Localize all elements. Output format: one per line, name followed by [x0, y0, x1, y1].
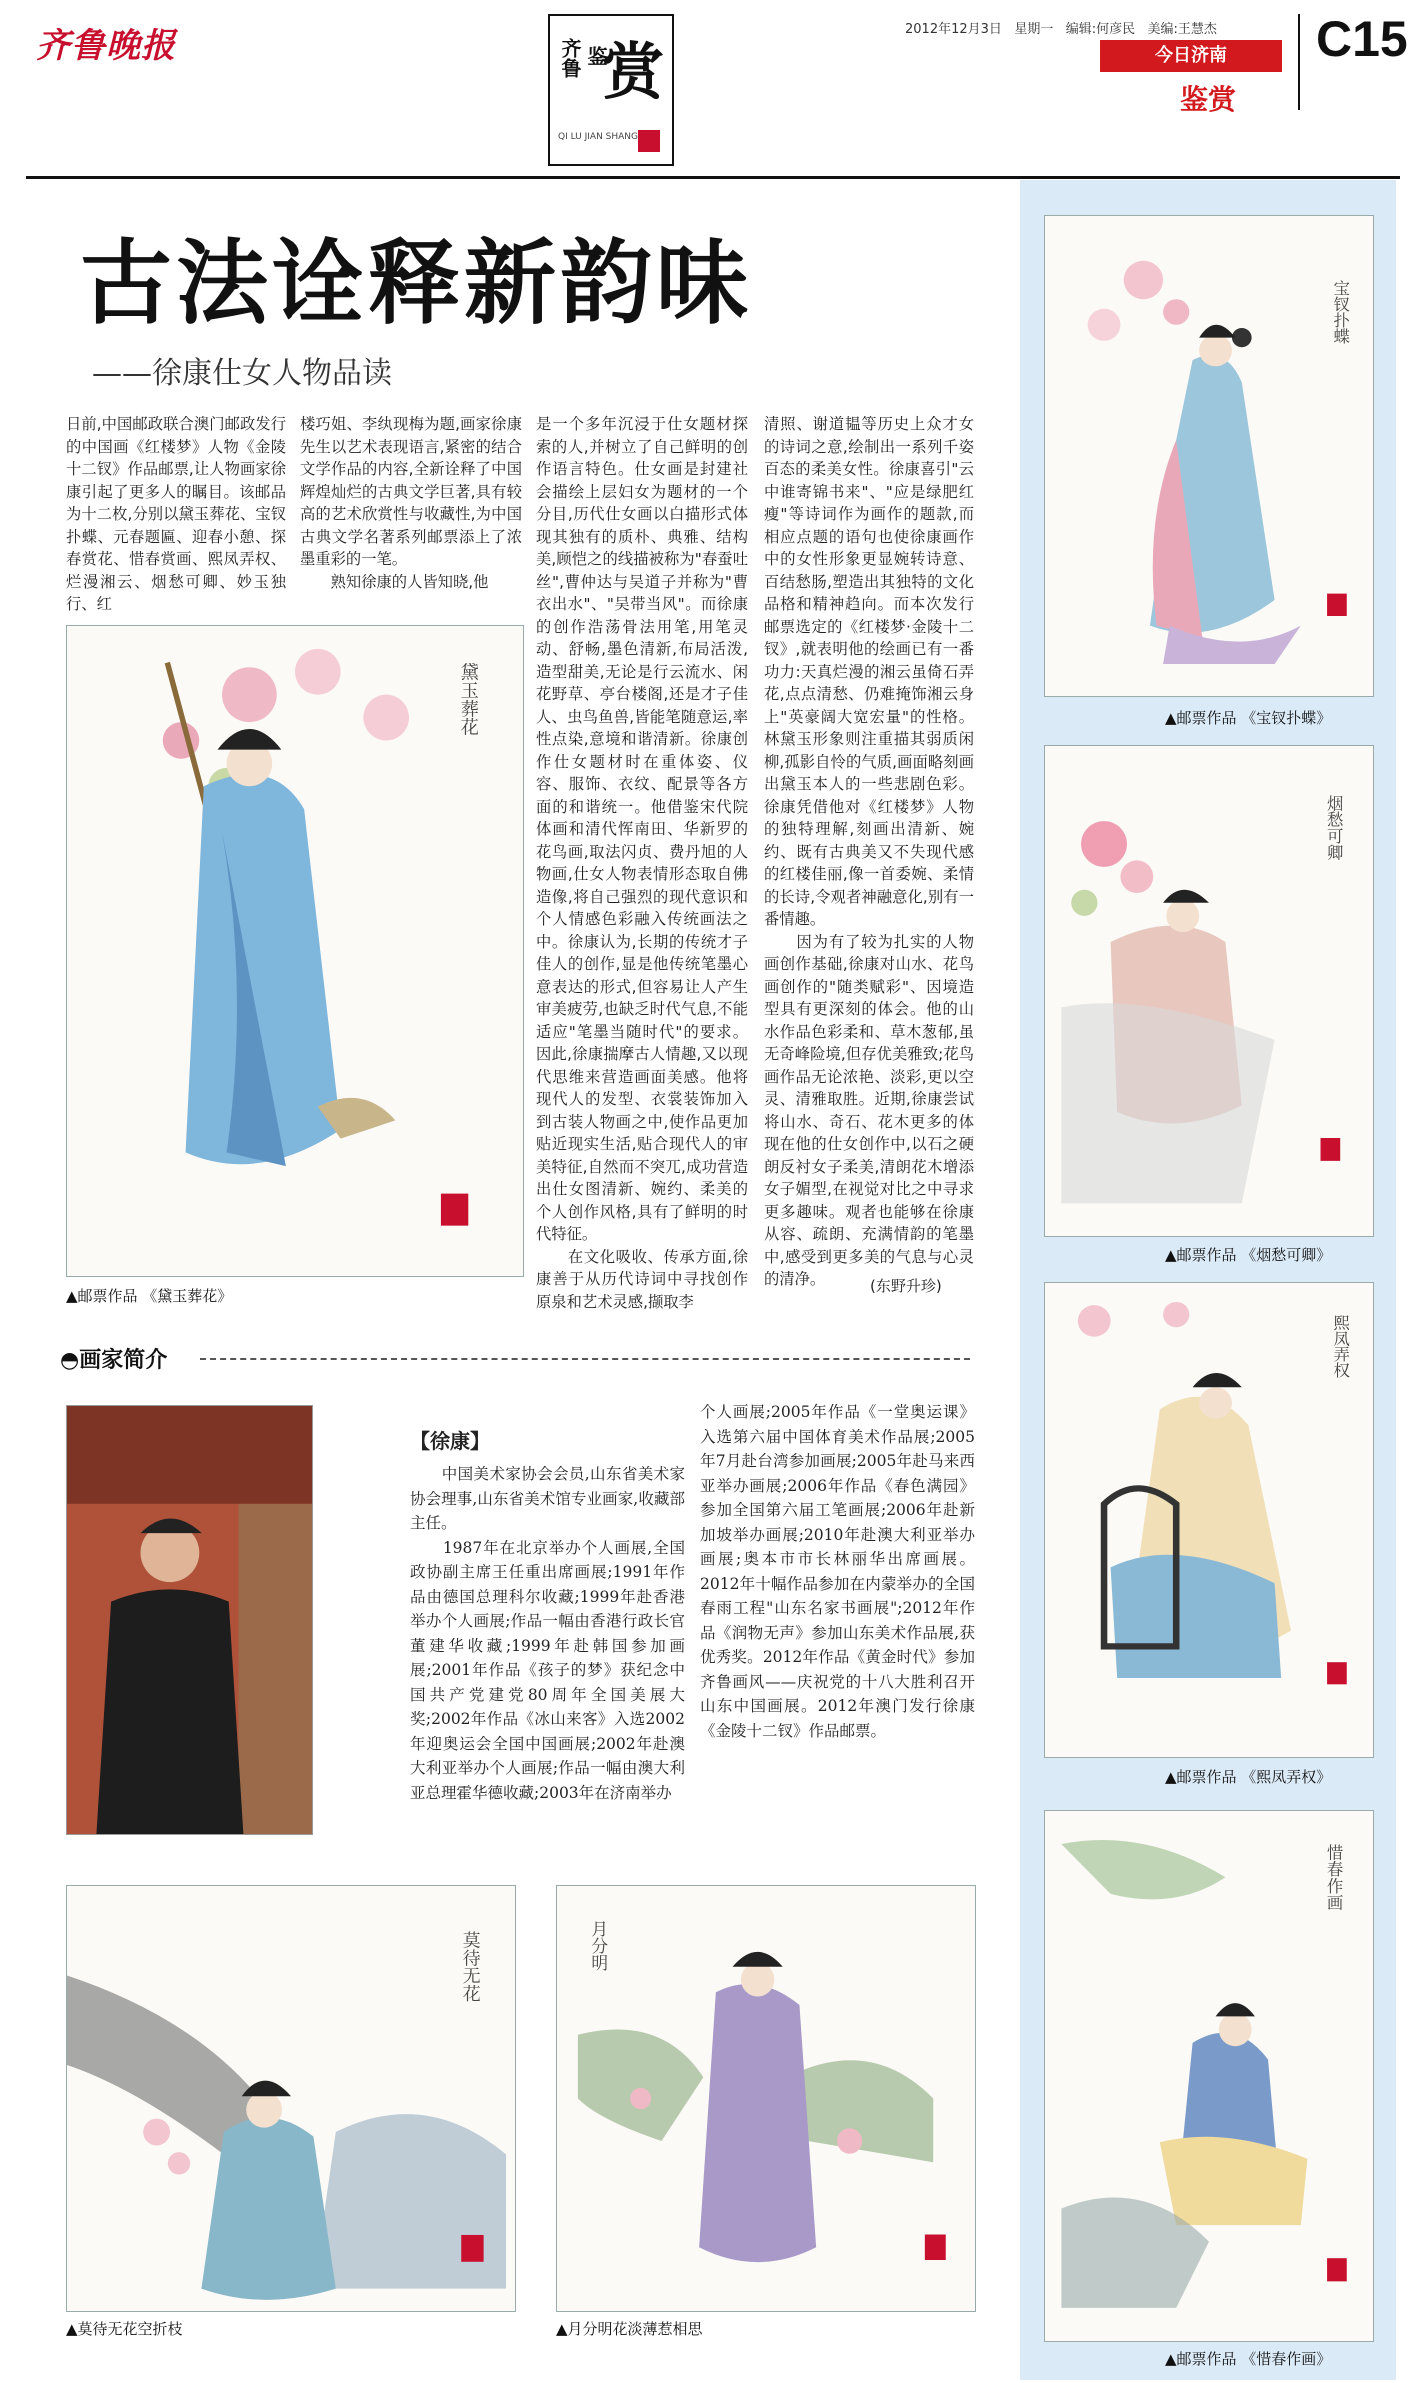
painting-image — [1045, 1283, 1373, 1757]
painting-yuefen — [556, 1885, 976, 2312]
caption-wuhua: ▲莫待无花空折枝 — [66, 2320, 183, 2338]
artist-bio-2: 个人画展;2005年作品《一堂奥运课》入选第六届中国体育美术作品展;2005年7月赴台湾参加画展;2005年赴马来西亚举办画展;2006年作品《春色满园》参加全国第六届工笔画展;2006年赴新加坡举办画展;2010年赴澳大利亚举办画展;奥本市市长林丽华出席画展。2012年十幅作品参加在内蒙举办的全国春雨工程"山东名家书画展";2012年作品《润物无声》参加山东美术作品展,获优秀奖。2012年作品《黄金时代》参加齐鲁画风——庆祝党的十八大胜利召开山东中国画展。2012年澳门发行徐康《金陵十二钗》作品邮票。 — [700, 1403, 975, 1740]
section-name: 鉴赏 — [1180, 83, 1237, 116]
painting-image — [1045, 746, 1373, 1236]
subheadline: ——徐康仕女人物品读 — [92, 356, 392, 391]
article-col-1: 日前,中国邮政联合澳门邮政发行的中国画《红楼梦》人物《金陵十二钗》作品邮票,让人物画家徐康引起了更多人的瞩目。该邮品为十二枚,分别以黛玉葬花、宝钗扑蝶、元春题匾、迎春小憩、探春赏花、惜春赏画、熙凤弄权、烂漫湘云、烟愁可卿、妙玉独行、红 — [66, 415, 286, 613]
caption-yuefen: ▲月分明花淡薄惹相思 — [556, 2320, 703, 2338]
painting-wuhua — [66, 1885, 516, 2312]
painting-image — [1045, 216, 1373, 696]
stamp-col-2: 鉴 — [584, 46, 608, 66]
painting-image — [1045, 1811, 1373, 2341]
artist-name: 【徐康】 — [410, 1429, 490, 1453]
seal-icon — [638, 130, 660, 152]
svg-text:宝钗扑蝶: 宝钗扑蝶 — [1330, 280, 1350, 345]
stamp-big-char: 赏 — [601, 35, 664, 108]
header-divider — [1298, 14, 1300, 110]
headline: 古法诠释新韵味 — [80, 229, 753, 337]
painting-image — [67, 626, 523, 1276]
svg-text:黛玉葬花: 黛玉葬花 — [457, 662, 479, 736]
caption-keqing: ▲邮票作品 《烟愁可卿》 — [1165, 1246, 1332, 1264]
artist-bio-1: 中国美术家协会会员,山东省美术家协会理事,山东省美术馆专业画家,收藏部主任。 1987年在北京举办个人画展,全国政协副主席王任重出席画展;1991年作品由德国总理科尔收藏;1999年赴香港举办个人画展;作品一幅由香港行政长官董建华收藏;1999年赴韩国参加画展;2001年作品《孩子的梦》获纪念中国共产党建党80周年全国美展大奖;2002年作品《冰山来客》入选2002年迎奥运会全国中国画展;2002年赴澳大利亚举办个人画展;作品一幅由澳大利亚总理霍华德收藏;2003年在济南举办 — [410, 1465, 685, 1802]
artist-photo — [66, 1405, 313, 1835]
intro-title-text: 画家简介 — [79, 1348, 168, 1373]
svg-text:惜春作画: 惜春作画 — [1324, 1844, 1344, 1911]
article-col-3: 是一个多年沉浸于仕女题材探索的人,并树立了自己鲜明的创作语言特色。仕女画是封建社会描绘上层妇女为题材的一个分目,历代仕女画以白描形式体现其独有的质朴、典雅、结构美,顾恺之的线描被称为"春蚕吐丝",曹仲达与吴道子并称为"曹衣出水"、"吴带当风"。而徐康的创作浩荡骨法用笔,用笔灵动、舒畅,墨色清新,布局活泼,造型甜美,无论是行云流水、闲花野草、亭台楼阁,还是才子佳人、虫鸟鱼兽,皆能笔随意运,率性点染,意境和谐清新。徐康创作仕女题材时在重体姿、仪容、服饰、衣纹、配景等各方面的和谐统一。他借鉴宋代院体画和清代恽南田、华新罗的花鸟画,取法闪贞、费丹旭的人物画,仕女人物表情形态取自佛造像,将自己强烈的现代意识和个人情感色彩融入传统画法之中。徐康认为,长期的传统才子佳人的创作,显是他传统笔墨心意表达的形式,但容易让人产生审美疲劳,也缺乏时代气息,不能适应"笔墨当随时代"的要求。因此,徐康揣摩古人情趣,又以现代思维来营造画面美感。他将现代人的发型、衣裳装饰加入到古装人物画之中,使作品更加贴近现实生活,贴合现代人的审美特征,自然而不突兀,成功营造出仕女图清新、婉约、柔美的个人创作风格,具有了鲜明的时代特征。 在文化吸收、传承方面,徐康善于从历代诗词中寻找创作原泉和艺术灵感,撷取李 — [536, 415, 748, 1311]
painting-image — [557, 1886, 975, 2311]
column-stamp-logo — [548, 14, 674, 166]
painting-keqing — [1044, 745, 1374, 1237]
article-col-2: 楼巧姐、李纨现梅为题,画家徐康先生以艺术表现语言,紧密的结合文学作品的内容,全新诠释了中国辉煌灿烂的古典文学巨著,具有较高的艺术欣赏性与收藏性,为中国古典文学名著系列邮票添上了浓墨重彩的一笔。 熟知徐康的人皆知晓,他 — [300, 415, 522, 591]
intro-title: ◓画家简介 — [60, 1348, 168, 1373]
painting-xifeng — [1044, 1282, 1374, 1758]
painting-daiyu — [66, 625, 524, 1277]
stamp-pinyin: QI LU JIAN SHANG — [558, 132, 639, 142]
editor: 编辑:何彦民 — [1065, 22, 1136, 37]
newspaper-logo: 齐鲁晚报 — [36, 26, 176, 66]
stamp-col-1: 齐鲁 — [558, 38, 582, 78]
svg-text:烟愁可卿: 烟愁可卿 — [1324, 795, 1344, 861]
caption-baochai: ▲邮票作品 《宝钗扑蝶》 — [1165, 709, 1332, 727]
author-byline: (东野升珍) — [870, 1277, 942, 1295]
weekday: 星期一 — [1014, 22, 1054, 37]
svg-text:熙凤弄权: 熙凤弄权 — [1330, 1314, 1350, 1378]
page-number: C15 — [1316, 11, 1408, 67]
svg-text:月分明: 月分明 — [588, 1920, 609, 1972]
painting-xichun — [1044, 1810, 1374, 2342]
dateline — [905, 18, 1217, 37]
artist-photo-image — [67, 1406, 312, 1834]
designer: 美编:王慧杰 — [1147, 22, 1217, 37]
section-tag: 今日济南 — [1100, 40, 1282, 72]
painting-baochai — [1044, 215, 1374, 697]
date: 2012年12月3日 — [905, 22, 1002, 37]
header-rule — [26, 176, 1400, 179]
caption-xichun: ▲邮票作品 《惜春作画》 — [1165, 2350, 1332, 2368]
svg-text:莫待无花: 莫待无花 — [459, 1930, 481, 2003]
article-col-4: 清照、谢道韫等历史上众才女的诗词之意,绘制出一系列千姿百态的柔美女性。徐康喜引"云中谁寄锦书来"、"应是绿肥红瘦"等诗词作为画作的题款,而相应点题的语句也使徐康画作中的女性形象更显婉转诗意、百结愁肠,塑造出其独特的文化品格和精神趋向。而本次发行邮票选定的《红楼梦·金陵十二钗》,就表明他的绘画已有一番功力:天真烂漫的湘云虽倚石弄花,点点清愁、仍难掩饰湘云身上"英豪阔大宽宏量"的性格。林黛玉形象则注重描其弱质闲柳,孤影自怜的气质,画面略刻画出黛玉本人的一些悲剧色彩。徐康凭借他对《红楼梦》人物的独特理解,刻画出清新、婉约、既有古典美又不失现代感的红楼佳丽,像一首委婉、柔情的长诗,令观者神融意化,别有一番情趣。 因为有了较为扎实的人物画创作基础,徐康对山水、花鸟画创作的"随类赋彩"、因境造型具有更深刻的体会。他的山水作品色彩柔和、草木葱郁,虽无奇峰险境,但存优美雅致;花鸟画作品无论浓艳、淡彩,更以空灵、清雅取胜。近期,徐康尝试将山水、奇石、花木更多的体现在他的仕女创作中,以石之硬朗反衬女子柔美,清朗花木增添女子媚型,在视觉对比之中寻求更多趣味。观者也能够在徐康从容、疏朗、充满情韵的笔墨中,感受到更多美的气息与心灵的清净。 — [764, 415, 974, 1288]
caption-xifeng: ▲邮票作品 《熙凤弄权》 — [1165, 1768, 1332, 1786]
caption-daiyu: ▲邮票作品 《黛玉葬花》 — [66, 1287, 233, 1305]
painting-image — [67, 1886, 515, 2311]
intro-divider — [200, 1358, 970, 1360]
